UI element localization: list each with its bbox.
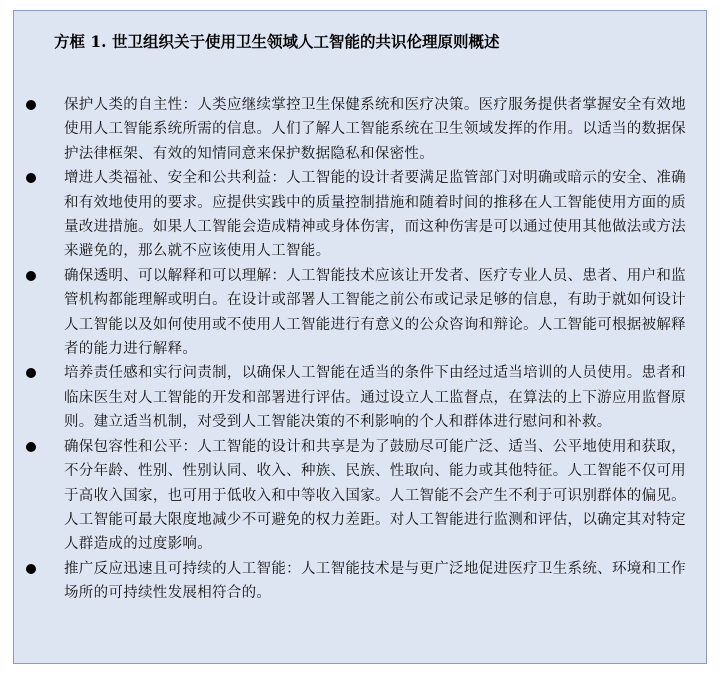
box-title: 方框 1. 世卫组织关于使用卫生领域人工智能的共识伦理原则概述 [54, 32, 500, 51]
list-item-text: 推广反应迅速且可持续的人工智能：人工智能技术是与更广泛地促进医疗卫生系统、环境和工作场所的可持续性发展相符合的。 [64, 560, 686, 602]
bullet-icon [26, 271, 36, 281]
list-item-text: 保护人类的自主性：人类应继续掌控卫生保健系统和医疗决策。医疗服务提供者掌握安全有效地使用人工智能系统所需的信息。人们了解人工智能系统在卫生领域发挥的作用。以适当的数据保护法律框架、有效的知情同意来保护数据隐私和保密性。 [64, 97, 686, 162]
list-item [26, 93, 686, 166]
bullet-icon [26, 442, 36, 452]
list-item-text: 确保包容性和公平：人工智能的设计和共享是为了鼓励尽可能广泛、适当、公平地使用和获取，不分年龄、性别、性别认同、收入、种族、民族、性取向、能力或其他特征。人工智能不仅可用于高收入国家，也可用于低收入和中等收入国家。人工智能不会产生不利于可识别群体的偏见。人工智能可最大限度地减少不可避免的权力差距。对人工智能进行监测和评估，以确定其对特定人群造成的过度影响。 [64, 438, 686, 553]
list-item [26, 166, 686, 264]
list-item [26, 435, 686, 557]
bullet-icon [26, 564, 36, 574]
list-item-text: 确保透明、可以解释和可以理解：人工智能技术应该让开发者、医疗专业人员、患者、用户和监管机构都能理解或明白。在设计或部署人工智能之前公布或记录足够的信息，有助于就如何设计人工智能以及如何使用或不使用人工智能进行有意义的公众咨询和辩论。人工智能可根据被解释者的能力进行解释。 [64, 267, 686, 358]
list-item [26, 264, 686, 362]
bullet-icon [26, 368, 36, 378]
list-item [26, 361, 686, 434]
bullet-icon [26, 173, 36, 183]
principles-list [26, 93, 686, 606]
list-item-text: 培养责任感和实行问责制，以确保人工智能在适当的条件下由经过适当培训的人员使用。患者和临床医生对人工智能的开发和部署进行评估。通过设立人工监督点，在算法的上下游应用监督原则。建立适当机制，对受到人工智能决策的不利影响的个人和群体进行慰问和补救。 [64, 365, 686, 431]
list-item-text: 增进人类福祉、安全和公共利益：人工智能的设计者要满足监管部门对明确或暗示的安全、准确和有效地使用的要求。应提供实践中的质量控制措施和随着时间的推移在人工智能使用方面的质量改进措施。如果人工智能会造成精神或身体伤害，而这种伤害是可以通过使用其他做法或方法来避免的，那么就不应该使用人工智能。 [64, 170, 686, 260]
bullet-icon [26, 100, 36, 110]
list-item [26, 557, 686, 606]
